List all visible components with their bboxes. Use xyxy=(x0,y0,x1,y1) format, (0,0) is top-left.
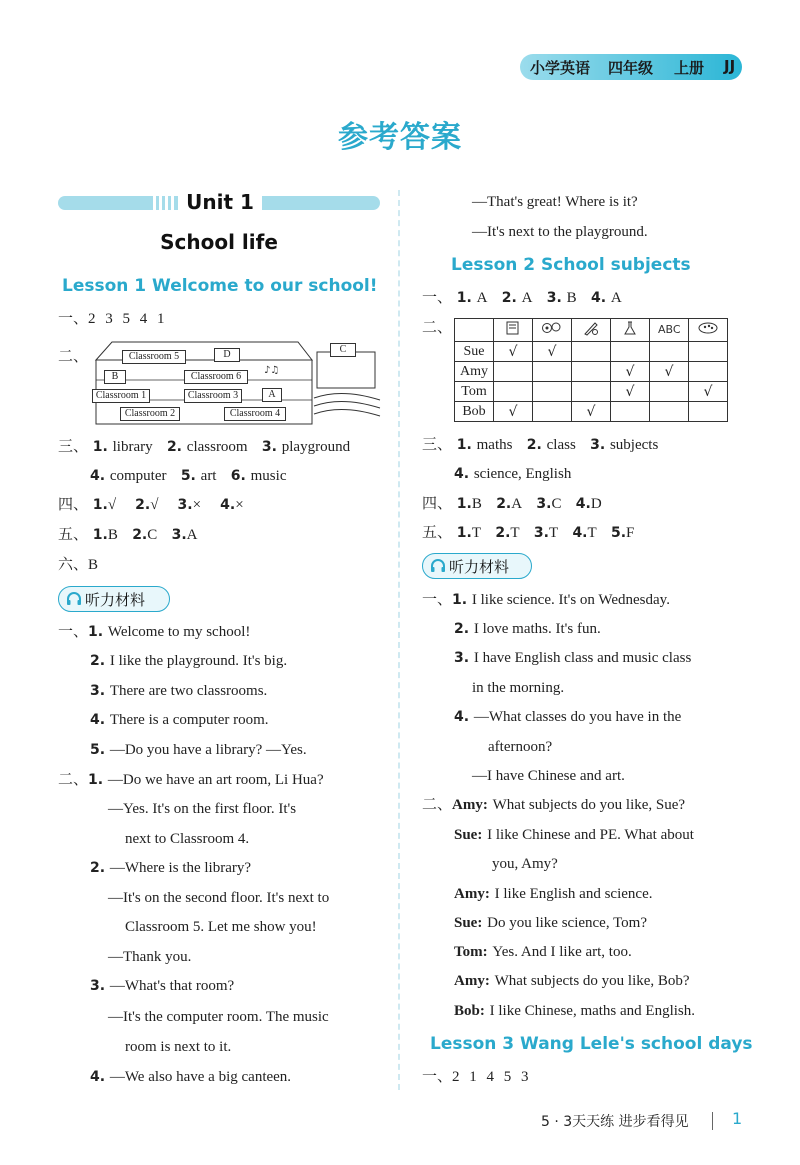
l1-listen1-line: 5. —Do you have a library? —Yes. xyxy=(90,742,307,758)
l1-listen2-line: 2. —Where is the library? xyxy=(90,860,252,876)
table-header-row xyxy=(455,319,728,342)
unit-title: Unit 1 xyxy=(186,190,254,214)
lesson1-title: Lesson 1 Welcome to our school! xyxy=(62,276,378,296)
l2-listen2-line: Bob: I like Chinese, maths and English. xyxy=(454,1003,696,1019)
l1-listen2-line: room is next to it. xyxy=(125,1039,232,1055)
unit-bar-right xyxy=(262,196,380,210)
room-label: Classroom 3 xyxy=(184,389,242,403)
l2-listen1-line: 2. I love maths. It's fun. xyxy=(454,621,601,637)
header-grade: 四年级 xyxy=(608,59,654,77)
room-label: D xyxy=(214,348,240,362)
l1-listen2-line: —Thank you. xyxy=(108,949,192,965)
room-label: Classroom 6 xyxy=(184,370,248,384)
unit-stripes-left xyxy=(150,196,174,210)
subjects-table xyxy=(454,318,728,422)
l1-listen2-line: next to Classroom 4. xyxy=(125,831,250,847)
l2-q2-label: 二、 xyxy=(422,318,453,336)
header-volume: 上册 xyxy=(674,59,705,77)
l2-listen1-line: 一、1. I like science. It's on Wednesday. xyxy=(422,590,670,608)
l1-q5: 五、 1.B 2.C 3.A xyxy=(58,525,198,543)
ball-icon xyxy=(533,319,572,342)
l2-listen1-line: 4. —What classes do you have in the xyxy=(454,709,682,725)
l2-listen2-line: you, Amy? xyxy=(492,856,558,872)
l1-q3-line2: 4. computer 5. art 6. music xyxy=(90,468,287,484)
l2-q5: 五、 1.T 2.T 3.T 4.T 5.F xyxy=(422,523,635,541)
l2-listen1-line: in the morning. xyxy=(472,680,565,696)
unit-subtitle: School life xyxy=(160,230,278,254)
l2-listen1-line: —I have Chinese and art. xyxy=(472,768,625,784)
l1-q1: 一、2 3 5 4 1 xyxy=(58,309,165,327)
l2-listen1-line: afternoon? xyxy=(488,739,553,755)
room-label: Classroom 4 xyxy=(224,407,286,421)
l1-listen2-line: 4. —We also have a big canteen. xyxy=(90,1069,292,1085)
l1-listen1-line: 一、1. Welcome to my school! xyxy=(58,622,251,640)
svg-text:ABC: ABC xyxy=(658,323,681,336)
l2-listen2-line: Amy: I like English and science. xyxy=(454,886,653,902)
room-label: B xyxy=(104,370,126,384)
right-continued-line: —It's next to the playground. xyxy=(472,224,648,240)
footer-separator xyxy=(712,1112,713,1130)
header-tag xyxy=(520,54,742,80)
table-row: Tom √ √ xyxy=(455,382,728,402)
l1-listen1-line: 2. I like the playground. It's big. xyxy=(90,653,288,669)
header-subject: 小学英语 xyxy=(530,59,591,77)
room-label: Classroom 5 xyxy=(122,350,186,364)
room-label: A xyxy=(262,388,282,402)
right-continued-line: —That's great! Where is it? xyxy=(472,194,638,210)
footer-brand: 5 · 3天天练 进步看得见 xyxy=(541,1114,689,1130)
l2-listen2-line: Amy: What subjects do you like, Bob? xyxy=(454,973,690,989)
l1-listen2-line: 二、1. —Do we have an art room, Li Hua? xyxy=(58,770,324,788)
l2-listen2-line: 二、Amy: What subjects do you like, Sue? xyxy=(422,795,686,813)
room-label: C xyxy=(330,343,356,357)
l2-listen1-line: 3. I have English class and music class xyxy=(454,650,692,666)
l2-q1: 一、 1. A 2. A 3. B 4. A xyxy=(422,288,622,306)
listening-tag: 听力材料 xyxy=(422,553,532,579)
listening-tag: 听力材料 xyxy=(58,586,170,612)
l1-listen2-line: 3. —What's that room? xyxy=(90,978,235,994)
headphones-icon xyxy=(429,557,447,575)
l1-q4: 四、 1.√ 2.√ 3.× 4.× xyxy=(58,495,244,513)
school-building-illustration xyxy=(92,340,382,425)
table-row: Bob √ √ xyxy=(455,402,728,422)
l2-listen2-line: Sue: Do you like science, Tom? xyxy=(454,915,648,931)
lesson3-title: Lesson 3 Wang Lele's school days xyxy=(430,1034,753,1054)
book-icon xyxy=(494,319,533,342)
l2-q3-line2: 4. science, English xyxy=(454,466,572,482)
abc-icon xyxy=(650,319,689,342)
l1-q2-label: 二、 xyxy=(58,347,89,365)
art-icon xyxy=(572,319,611,342)
column-divider xyxy=(398,190,400,1090)
header-edition: JJ xyxy=(724,57,736,75)
l1-listen1-line: 4. There is a computer room. xyxy=(90,712,269,728)
table-row: Sue √ √ xyxy=(455,342,728,362)
l1-listen2-line: —Yes. It's on the first floor. It's xyxy=(108,801,297,817)
palette-icon xyxy=(689,319,728,342)
l1-q3-line1: 三、 1. library 2. classroom 3. playground xyxy=(58,437,351,455)
table-row: Amy √ √ xyxy=(455,362,728,382)
svg-text:♪♫: ♪♫ xyxy=(264,365,280,376)
l1-listen1-line: 3. There are two classrooms. xyxy=(90,683,268,699)
l3-q1: 一、2 1 4 5 3 xyxy=(422,1067,529,1085)
l1-listen2-line: —It's the computer room. The music xyxy=(108,1009,329,1025)
page-number: 1 xyxy=(732,1109,743,1128)
science-icon xyxy=(611,319,650,342)
room-label: Classroom 1 xyxy=(92,389,150,403)
l1-q6: 六、B xyxy=(58,555,99,573)
l2-q4: 四、 1.B 2.A 3.C 4.D xyxy=(422,494,602,512)
l2-listen2-line: Tom: Yes. And I like art, too. xyxy=(454,944,632,960)
l2-listen2-line: Sue: I like Chinese and PE. What about xyxy=(454,827,694,843)
headphones-icon xyxy=(65,590,83,608)
l2-q3-line1: 三、 1. maths 2. class 3. subjects xyxy=(422,435,659,453)
l1-listen2-line: —It's on the second floor. It's next to xyxy=(108,890,330,906)
page-title: 参考答案 xyxy=(338,120,462,155)
room-label: Classroom 2 xyxy=(120,407,180,421)
l1-listen2-line: Classroom 5. Let me show you! xyxy=(125,919,317,935)
lesson2-title: Lesson 2 School subjects xyxy=(451,255,691,275)
